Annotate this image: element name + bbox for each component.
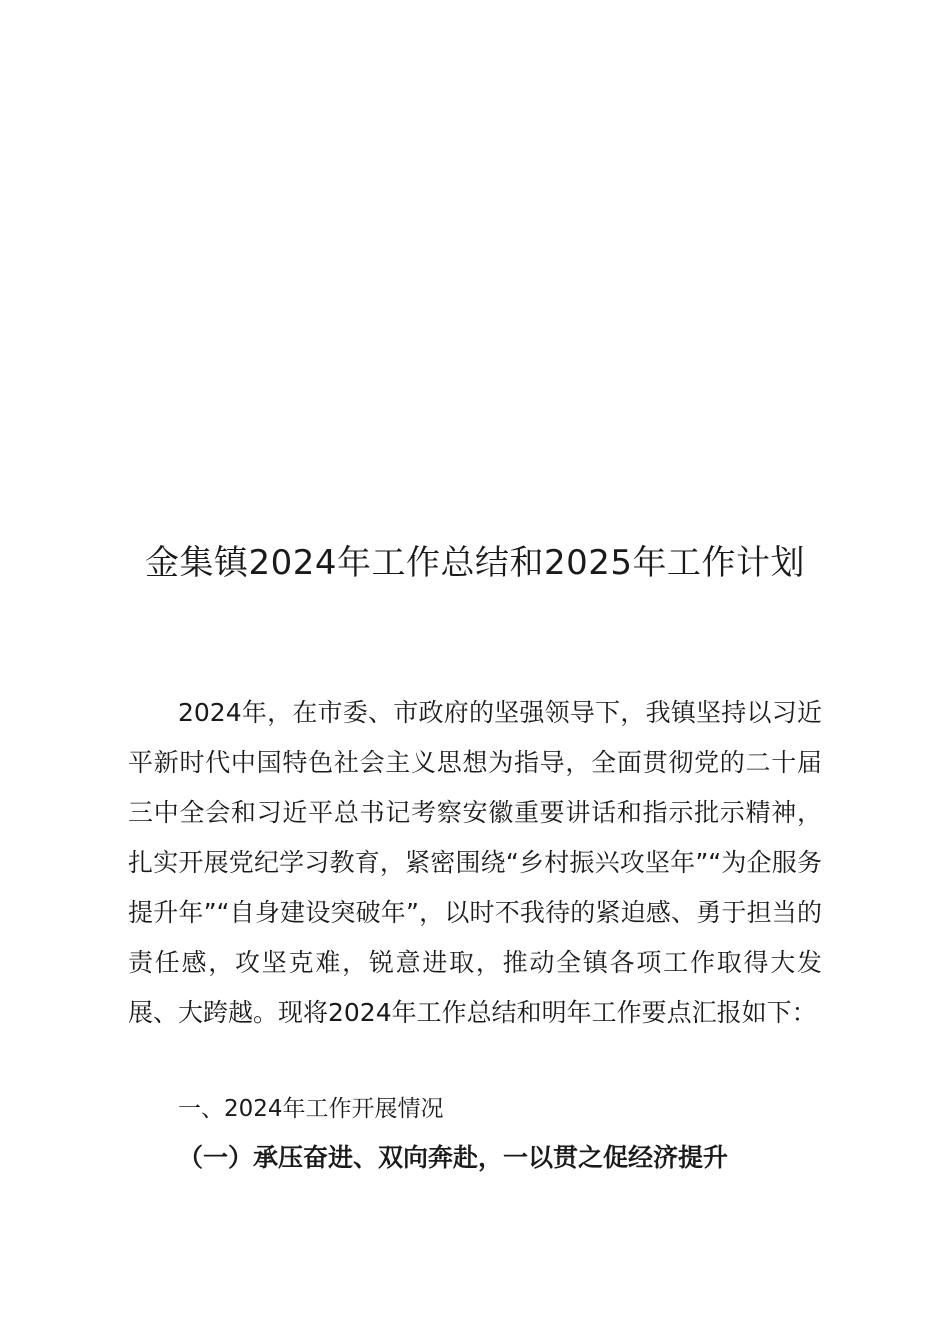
document-title: 金集镇2024年工作总结和2025年工作计划 (144, 543, 806, 583)
subsection-heading: （一）承压奋进、双向奔赴，一以贯之促经济提升 (178, 1143, 729, 1172)
intro-paragraph: 2024年，在市委、市政府的坚强领导下，我镇坚持以习近平新时代中国特色社会主义思想为指导，全面贯彻党的二十届三中全会和习近平总书记考察安徽重要讲话和指示批示精神，扎实开展党纪学习教育，紧密围绕“乡村振兴攻坚年”“为企服务提升年”“自身建设突破年”，以时不我待的紧迫感、勇于担当的责任感，攻坚克难，锐意进取，推动全镇各项工作取得大发展、大跨越。现将2024年工作总结和明年工作要点汇报如下： (128, 698, 822, 1027)
section-heading: 一、2024年工作开展情况 (178, 1096, 444, 1122)
